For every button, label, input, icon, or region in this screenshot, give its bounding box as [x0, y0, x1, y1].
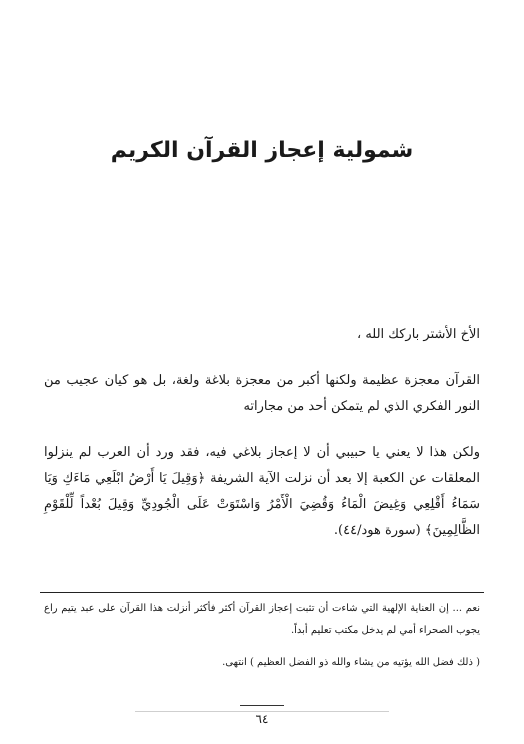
body-paragraph-1: القرآن معجزة عظيمة ولكنها أكبر من معجزة بلاغة ولغة، بل هو كيان عجيب من النور الفكري الذي لم يتمكن أحد من مجاراته — [44, 373, 480, 414]
footnote-1: نعم ... إن العناية الإلهية التي شاءت أن تثبت إعجاز القرآن أكثر فأكثر أنزلت هذا القرآن على عبد يتيم راع يجوب الصحراء أمي لم يدخل مكتب تعليم أبداً. — [44, 603, 480, 636]
page-number-bar — [240, 705, 284, 706]
greeting-line: الأخ الأشتر باركك الله ، — [356, 327, 480, 342]
footnote-2: ( ذلك فضل الله يؤتيه من يشاء والله ذو الفضل العظيم ) انتهى. — [222, 657, 480, 668]
page-number: ٦٤ — [255, 712, 269, 726]
footnote-separator — [40, 592, 484, 593]
page-title: شمولية إعجاز القرآن الكريم — [110, 138, 414, 163]
body-paragraph-2: ولكن هذا لا يعني يا حبيبي أن لا إعجاز بلاغي فيه، فقد ورد أن العرب لم ينزلوا المعلقات عن الكعبة إلا بعد أن نزلت الآية الشريفة ﴿وَقِيلَ يَا أَرْضُ ابْلَعِي مَاءَكِ وَيَا سَمَاءُ أَقْلِعِي وَغِيضَ الْمَاءُ وَقُضِيَ الْأَمْرُ وَاسْتَوَتْ عَلَى الْجُودِيِّ وَقِيلَ بُعْداً لِّلْقَوْمِ الظَّالِمِينَ﴾ (سورة هود/٤٤). — [44, 445, 480, 538]
